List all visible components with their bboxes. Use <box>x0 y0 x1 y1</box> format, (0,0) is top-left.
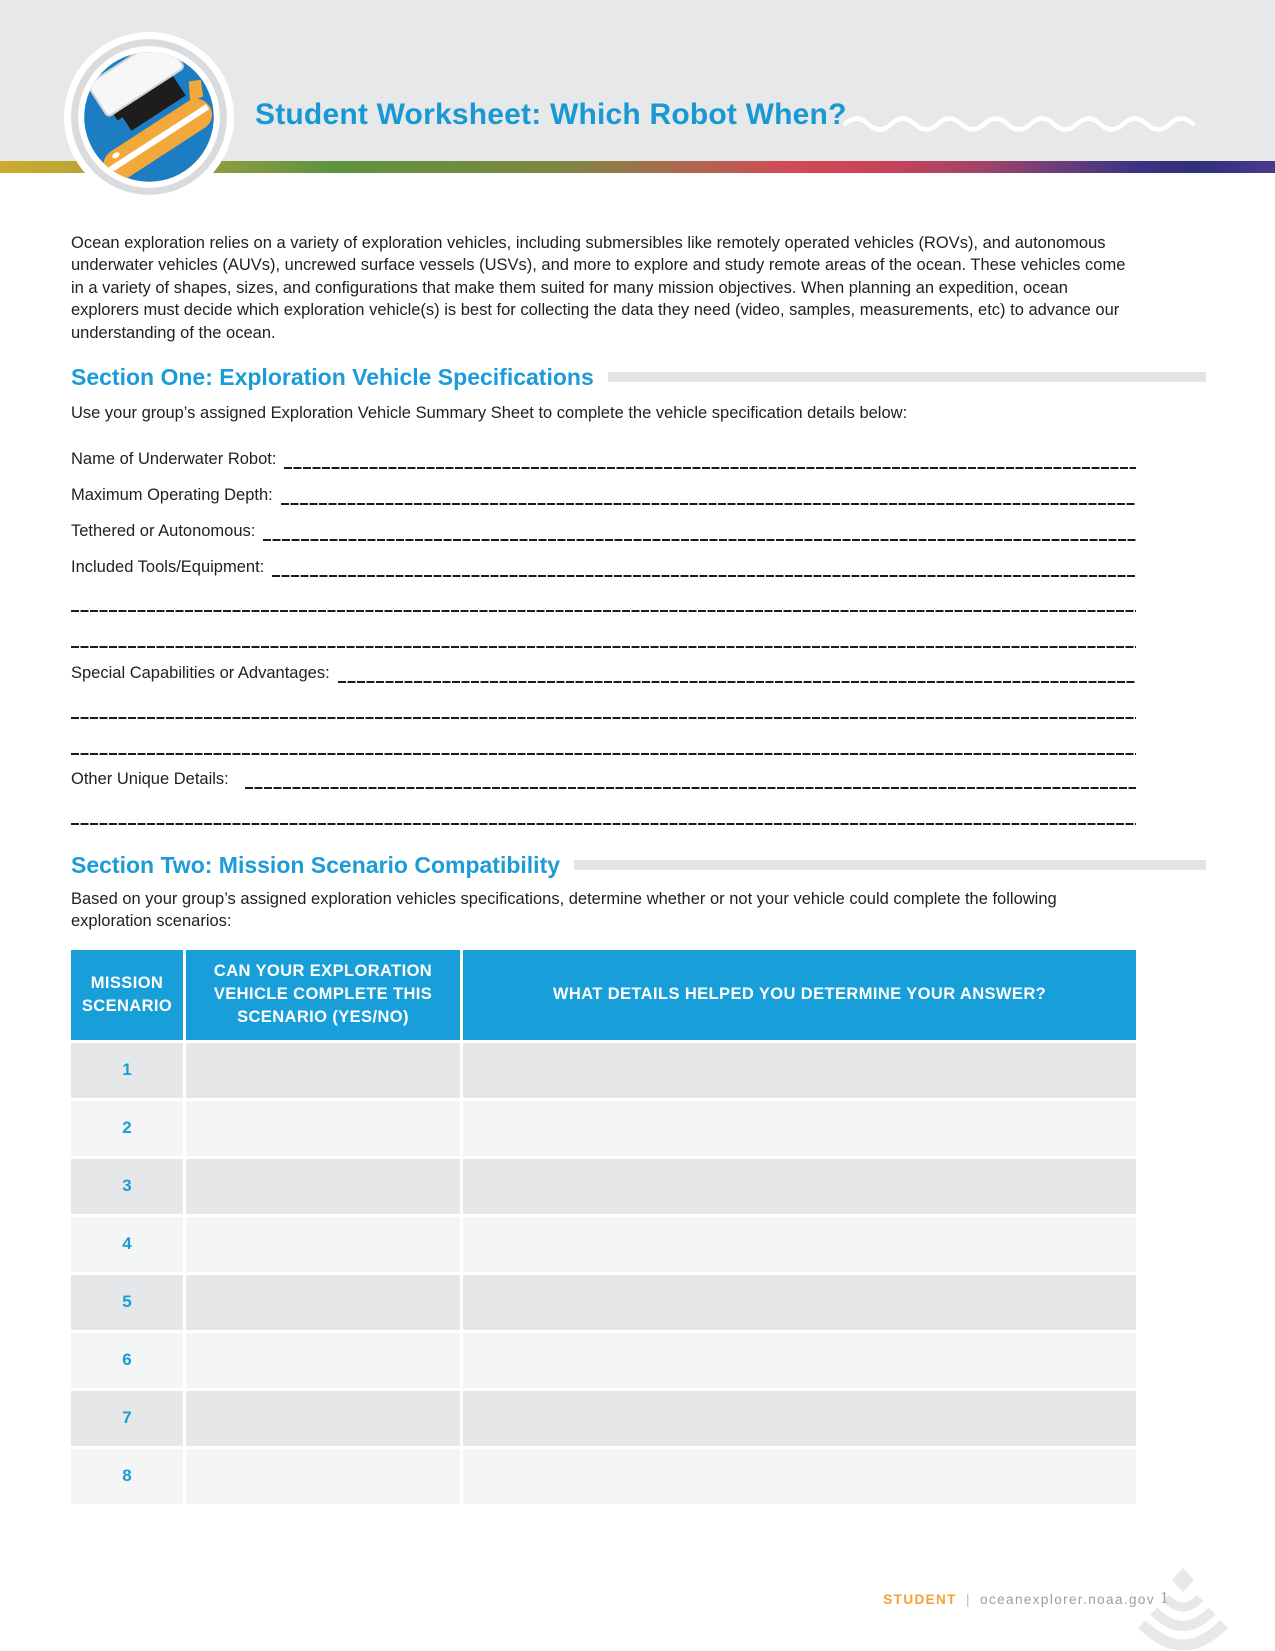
field-label-robot-name: Name of Underwater Robot: <box>71 449 277 468</box>
can-complete-answer-cell[interactable] <box>186 1449 460 1504</box>
field-label-tethered: Tethered or Autonomous: <box>71 521 256 540</box>
field-label-max-depth: Maximum Operating Depth: <box>71 485 273 504</box>
other-details-write-line[interactable] <box>245 769 1136 789</box>
field-row <box>71 551 1136 577</box>
tools-write-line[interactable] <box>272 557 1136 577</box>
scenario-number: 1 <box>71 1043 183 1098</box>
wavy-line-decoration <box>843 104 1215 134</box>
other-details-extra-write-line[interactable] <box>71 823 1136 825</box>
max-depth-write-line[interactable] <box>281 485 1136 505</box>
field-label-capabilities: Special Capabilities or Advantages: <box>71 663 330 682</box>
scenario-number: 6 <box>71 1333 183 1388</box>
field-row <box>71 657 1136 683</box>
footer-doc-type: STUDENT <box>883 1592 957 1607</box>
tools-extra-write-line[interactable] <box>71 610 1136 612</box>
section-rule <box>574 860 1206 870</box>
can-complete-answer-cell[interactable] <box>186 1275 460 1330</box>
intro-paragraph: Ocean exploration relies on a variety of exploration vehicles, including submersibles like remotely operated vehicles (ROVs), and autonomous underwater vehicles (AUVs), uncrewed surface vessels (USVs), and more to explore and study remote areas of the ocean. These vehicles come in a variety of shapes, sizes, and configurations that make them suited for many mission objectives. When planning an expedition, ocean explorers must decide which exploration vehicle(s) is best for collecting the data they need (video, samples, measurements, etc) to advance our understanding of the ocean. <box>71 234 1126 342</box>
can-complete-answer-cell[interactable] <box>186 1391 460 1446</box>
can-complete-answer-cell[interactable] <box>186 1101 460 1156</box>
can-complete-answer-cell[interactable] <box>186 1159 460 1214</box>
robot-name-write-line[interactable] <box>284 449 1136 469</box>
details-answer-cell[interactable] <box>463 1333 1136 1388</box>
ripple-arcs-icon <box>1133 1566 1233 1651</box>
details-answer-cell[interactable] <box>463 1159 1136 1214</box>
field-row <box>71 763 1136 789</box>
scenario-number: 8 <box>71 1449 183 1504</box>
footer-separator: | <box>966 1592 971 1607</box>
field-row <box>71 515 1136 541</box>
capabilities-extra-write-line[interactable] <box>71 717 1136 719</box>
footer-text <box>883 1592 1155 1607</box>
details-answer-cell[interactable] <box>463 1391 1136 1446</box>
content-column <box>71 173 1136 1504</box>
section-two-title: Section Two: Mission Scenario Compatibility <box>71 851 561 878</box>
scenario-number: 5 <box>71 1275 183 1330</box>
can-complete-answer-cell[interactable] <box>186 1217 460 1272</box>
capabilities-write-line[interactable] <box>338 663 1136 683</box>
section-one-header <box>71 363 1136 391</box>
section-two-instructions: Based on your group’s assigned exploration vehicles specifications, determine whether or not your vehicle could complete the following exploration scenarios: <box>71 890 1057 931</box>
capabilities-extra-write-line[interactable] <box>71 753 1136 755</box>
scenario-number: 7 <box>71 1391 183 1446</box>
column-header-can-complete: CAN YOUR EXPLORATION VEHICLE COMPLETE THIS SCENARIO (YES/NO) <box>186 950 460 1040</box>
can-complete-answer-cell[interactable] <box>186 1333 460 1388</box>
column-header-details: WHAT DETAILS HELPED YOU DETERMINE YOUR ANSWER? <box>463 950 1136 1040</box>
details-answer-cell[interactable] <box>463 1101 1136 1156</box>
details-answer-cell[interactable] <box>463 1449 1136 1504</box>
field-row <box>71 443 1136 469</box>
mission-scenario-table <box>71 950 1136 1504</box>
section-two-header <box>71 851 1136 879</box>
can-complete-answer-cell[interactable] <box>186 1043 460 1098</box>
column-header-mission-scenario: MISSION SCENARIO <box>71 950 183 1040</box>
section-one-instructions: Use your group’s assigned Exploration Vehicle Summary Sheet to complete the vehicle specification details below: <box>71 404 908 423</box>
field-label-other-details: Other Unique Details: <box>71 769 229 788</box>
scenario-number: 3 <box>71 1159 183 1214</box>
details-answer-cell[interactable] <box>463 1217 1136 1272</box>
scenario-number: 2 <box>71 1101 183 1156</box>
footer-site-url: oceanexplorer.noaa.gov <box>980 1592 1155 1607</box>
section-one-title: Section One: Exploration Vehicle Specifications <box>71 363 594 390</box>
scenario-number: 4 <box>71 1217 183 1272</box>
tools-extra-write-line[interactable] <box>71 646 1136 648</box>
section-rule <box>608 372 1206 382</box>
field-row <box>71 479 1136 505</box>
field-label-tools: Included Tools/Equipment: <box>71 557 265 576</box>
details-answer-cell[interactable] <box>463 1043 1136 1098</box>
details-answer-cell[interactable] <box>463 1275 1136 1330</box>
tethered-write-line[interactable] <box>263 521 1136 541</box>
page-number: 1 <box>1160 1588 1169 1607</box>
page-title: Student Worksheet: Which Robot When? <box>255 98 847 131</box>
